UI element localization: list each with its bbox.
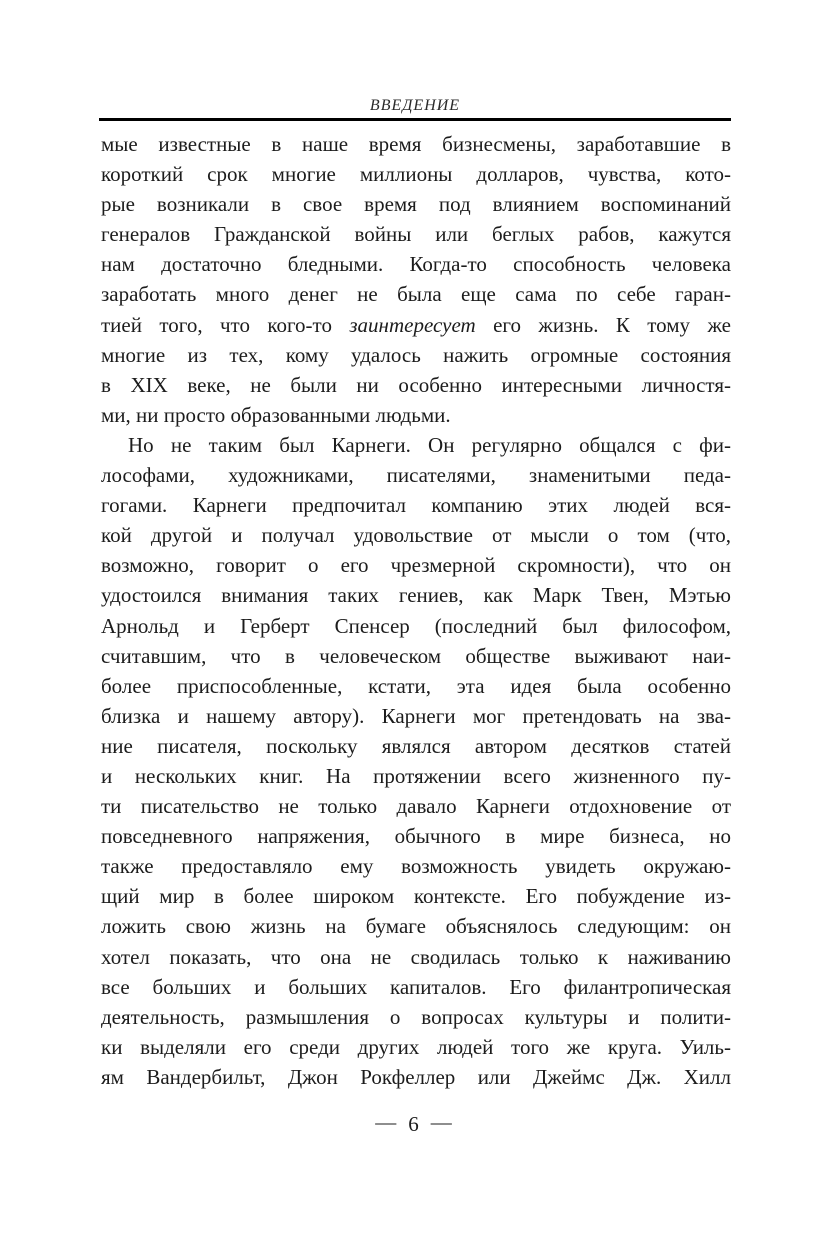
text-line: хотел показать, что она не сводилась только к наживанию — [101, 944, 731, 969]
text-line: гогами. Карнеги предпочитал компанию этих людей вся- — [101, 493, 731, 518]
text-line: близка и нашему автору). Карнеги мог претендовать на зва- — [101, 703, 731, 728]
text-line: в XIX веке, не были ни особенно интересными личностя- — [101, 372, 731, 397]
footer-right-dash: — — [430, 1110, 452, 1134]
text-line: более приспособленные, кстати, эта идея была особенно — [101, 673, 731, 698]
page-footer — [0, 1112, 827, 1137]
text-line: и нескольких книг. На протяжении всего жизненного пу- — [101, 763, 731, 788]
text-line: повседневного напряжения, обычного в мире бизнеса, но — [101, 824, 731, 849]
text-line: деятельность, размышления о вопросах культуры и полити- — [101, 1004, 731, 1029]
text-line: ти писательство не только давало Карнеги отдохновение от — [101, 794, 731, 819]
text-line: кой другой и получал удовольствие от мысли о том (что, — [101, 523, 731, 548]
text-line: также предоставляло ему возможность увидеть окружаю- — [101, 854, 731, 879]
text-line: короткий срок многие миллионы долларов, чувства, кото- — [101, 162, 731, 187]
text-line: ям Вандербильт, Джон Рокфеллер или Джеймс Дж. Хилл — [101, 1064, 731, 1089]
text-line: многие из тех, кому удалось нажить огромные состояния — [101, 342, 731, 367]
text-line: удостоился внимания таких гениев, как Марк Твен, Мэтью — [101, 583, 731, 608]
text-line: считавшим, что в человеческом обществе выживают наи- — [101, 643, 731, 668]
text-line: заработать много денег не была еще сама по себе гаран- — [101, 282, 731, 307]
body-text — [101, 129, 731, 1092]
text-line: мые известные в наше время бизнесмены, заработавшие в — [101, 132, 731, 156]
text-line: рые возникали в свое время под влиянием воспоминаний — [101, 192, 731, 217]
text-line: ки выделяли его среди других людей того же круга. Уиль- — [101, 1034, 731, 1059]
text-line: ние писателя, поскольку являлся автором десятков статей — [101, 733, 731, 758]
text-line: возможно, говорит о его чрезмерной скромности), что он — [101, 553, 731, 578]
footer-page-number: 6 — [408, 1112, 419, 1136]
text-line: все больших и больших капиталов. Его филантропическая — [101, 974, 731, 999]
text-line: Но не таким был Карнеги. Он регулярно общался с фи- — [128, 432, 731, 457]
text-line: ми, ни просто образованными людьми. — [101, 402, 451, 427]
text-line: щий мир в более широком контексте. Его побуждение из- — [101, 884, 731, 909]
text-line: Арнольд и Герберт Спенсер (последний был философом, — [101, 613, 731, 638]
text-line: нам достаточно бледными. Когда-то способность человека — [101, 252, 731, 277]
text-line: генералов Гражданской войны или беглых рабов, кажутся — [101, 222, 731, 247]
text-line: ложить свою жизнь на бумаге объяснялось следующим: он — [101, 914, 731, 939]
running-header-title: ВВЕДЕНИЕ — [369, 97, 461, 114]
text-line: тией того, что кого-то заинтересует его жизнь. К тому же — [101, 312, 731, 337]
footer-left-dash: — — [375, 1110, 397, 1134]
text-line: лософами, художниками, писателями, знаменитыми педа- — [101, 463, 731, 488]
header-rule — [99, 118, 731, 121]
